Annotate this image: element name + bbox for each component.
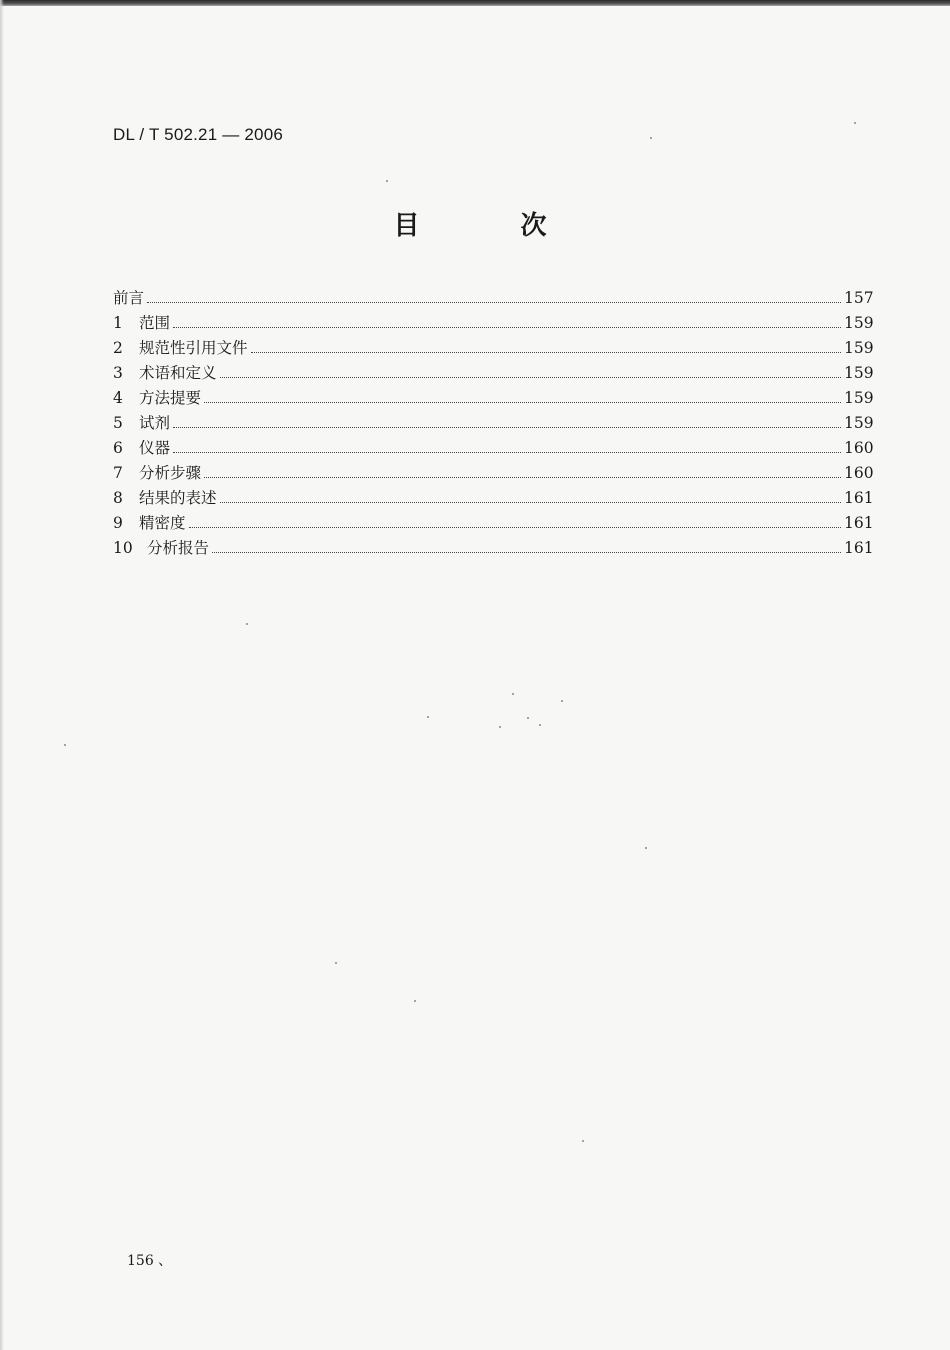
scan-speck	[386, 180, 388, 182]
scan-speck	[499, 726, 501, 728]
toc-entry-page: 159	[844, 364, 874, 382]
toc-entry-label: 结果的表述	[139, 489, 217, 507]
toc-entry-label: 试剂	[139, 414, 171, 432]
toc-entry-label: 术语和定义	[139, 364, 217, 382]
scan-speck	[512, 693, 514, 695]
scan-speck	[645, 847, 647, 849]
toc-entry-number: 3	[113, 364, 123, 382]
dot-leader	[220, 502, 841, 503]
toc-entry-page: 159	[844, 314, 874, 332]
toc-entry-label: 方法提要	[139, 389, 202, 407]
scan-top-edge	[0, 0, 950, 6]
toc-entry-page: 161	[844, 489, 874, 507]
toc-entry-page: 160	[844, 464, 874, 482]
toc-entry-number: 2	[113, 339, 123, 357]
dot-leader	[220, 377, 841, 378]
toc-entry-6[interactable]	[113, 436, 874, 461]
scan-speck	[582, 1140, 584, 1142]
scan-speck	[539, 724, 541, 726]
toc-entry-page: 160	[844, 439, 874, 457]
toc-entry-1[interactable]	[113, 311, 874, 336]
toc-entry-number: 6	[113, 439, 123, 457]
toc-entry-number: 4	[113, 389, 123, 407]
table-of-contents	[113, 286, 874, 561]
toc-entry-number: 9	[113, 514, 123, 532]
dot-leader	[204, 402, 841, 403]
dot-leader	[173, 327, 841, 328]
scan-left-edge	[0, 0, 4, 1350]
toc-entry-label: 范围	[139, 314, 171, 332]
toc-entry-3[interactable]	[113, 361, 874, 386]
scan-speck	[427, 716, 429, 718]
toc-entry-7[interactable]	[113, 461, 874, 486]
page-number: 156 、	[127, 1253, 173, 1269]
toc-entry-2[interactable]	[113, 336, 874, 361]
dot-leader	[204, 477, 841, 478]
dot-leader	[212, 552, 841, 553]
toc-entry-number: 1	[113, 314, 123, 332]
toc-entry-label: 分析步骤	[139, 464, 202, 482]
scan-speck	[650, 137, 652, 139]
toc-entry-page: 161	[844, 539, 874, 557]
scan-speck	[246, 623, 248, 625]
toc-entry-label: 分析报告	[147, 539, 210, 557]
toc-entry-label: 规范性引用文件	[139, 339, 248, 357]
scan-speck	[414, 1000, 416, 1002]
scan-speck	[527, 717, 529, 719]
toc-entry-number: 10	[113, 539, 133, 557]
scan-speck	[335, 962, 337, 964]
dot-leader	[189, 527, 841, 528]
toc-entry-label: 仪器	[139, 439, 171, 457]
toc-entry-10[interactable]	[113, 536, 874, 561]
toc-entry-4[interactable]	[113, 386, 874, 411]
dot-leader	[173, 452, 841, 453]
scan-speck	[561, 700, 563, 702]
dot-leader	[173, 427, 841, 428]
toc-entry-5[interactable]	[113, 411, 874, 436]
page-title: 目 次	[393, 211, 593, 241]
toc-entry-number: 5	[113, 414, 123, 432]
toc-entry-page: 159	[844, 414, 874, 432]
scan-speck	[854, 122, 856, 124]
toc-entry-foreword[interactable]	[113, 286, 874, 311]
toc-entry-page: 159	[844, 389, 874, 407]
toc-entry-number: 8	[113, 489, 123, 507]
toc-entry-9[interactable]	[113, 511, 874, 536]
document-id: DL / T 502.21 — 2006	[113, 125, 284, 144]
toc-entry-page: 157	[844, 289, 874, 307]
toc-entry-number: 7	[113, 464, 123, 482]
dot-leader	[251, 352, 841, 353]
toc-entry-label: 精密度	[139, 514, 186, 532]
scan-speck	[64, 744, 66, 746]
dot-leader	[147, 302, 841, 303]
toc-entry-8[interactable]	[113, 486, 874, 511]
toc-entry-page: 161	[844, 514, 874, 532]
toc-entry-page: 159	[844, 339, 874, 357]
toc-entry-label: 前言	[113, 289, 145, 307]
